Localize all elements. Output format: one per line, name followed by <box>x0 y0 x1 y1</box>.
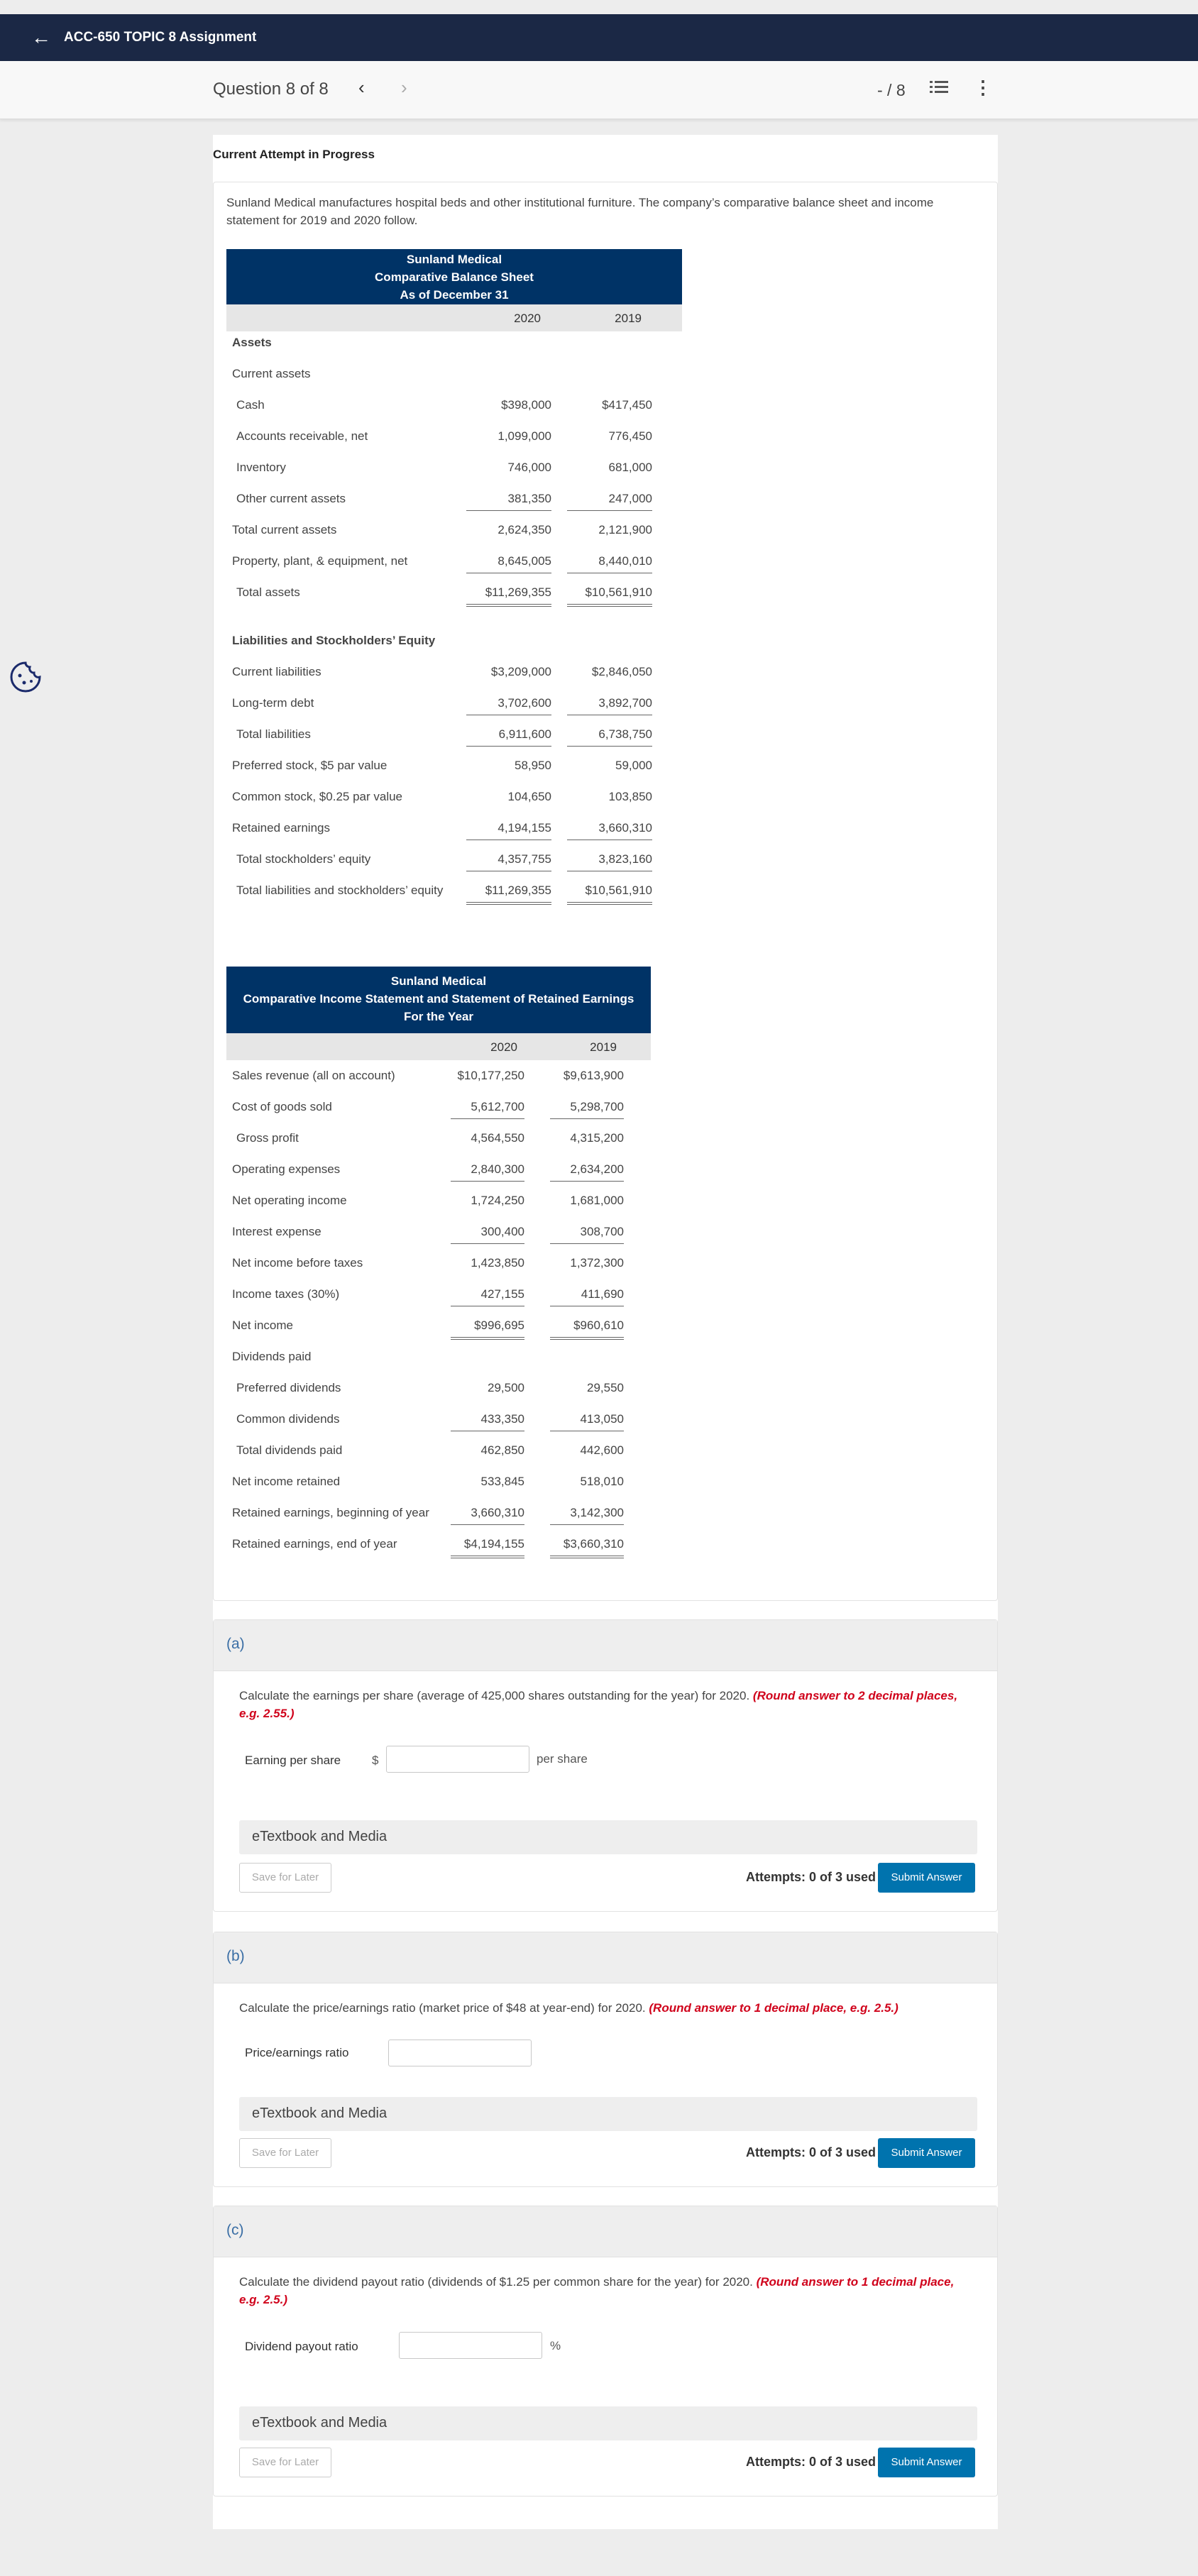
income-statement-row-label: Dividends paid <box>232 1350 312 1363</box>
balance-sheet-row-value-2020: $11,269,355 <box>466 585 551 607</box>
top-bar <box>0 14 1198 61</box>
income-statement-row-value-2020: 3,660,310 <box>451 1506 524 1525</box>
income-statement-row-value-2019: 442,600 <box>580 1443 624 1457</box>
income-statement-row-label: Total dividends paid <box>236 1443 343 1457</box>
income-statement-title: Comparative Income Statement and Statement of Retained Earnings <box>243 992 634 1006</box>
part-c-rounding-note: (Round answer to 1 decimal place, e.g. 2.5.) <box>239 2275 955 2306</box>
balance-sheet-row-value-2020: $398,000 <box>501 398 551 412</box>
balance-sheet-row-label: Assets <box>232 336 272 349</box>
balance-sheet-row-value-2020: $11,269,355 <box>466 884 551 905</box>
part-c-header <box>214 2206 997 2257</box>
balance-sheet-row <box>226 781 682 813</box>
part-b-label: (b) <box>226 1948 245 1964</box>
balance-sheet-row-value-2019: 776,450 <box>608 429 652 443</box>
balance-sheet-row <box>226 327 682 358</box>
part-b-header <box>214 1932 997 1983</box>
balance-sheet-row-label: Total current assets <box>232 523 337 536</box>
balance-sheet-row-value-2019: $2,846,050 <box>591 665 652 678</box>
balance-sheet-row-value-2019: 59,000 <box>615 759 652 772</box>
save-for-later-button-b[interactable]: Save for Later <box>239 2138 331 2168</box>
balance-sheet-row-label: Current assets <box>232 367 311 380</box>
income-statement-row-label: Common dividends <box>236 1412 340 1426</box>
price-earnings-ratio-label: Price/earnings ratio <box>245 2046 349 2059</box>
part-a-header <box>214 1620 997 1671</box>
balance-sheet-row-value-2019: 103,850 <box>608 790 652 803</box>
income-statement-row-value-2020: 427,155 <box>451 1287 524 1306</box>
part-a-prompt <box>239 1687 977 1722</box>
balance-col-2019: 2019 <box>615 312 642 325</box>
income-statement-row-value-2020: 533,845 <box>480 1475 524 1488</box>
balance-sheet-row-value-2019: 8,440,010 <box>567 554 652 573</box>
balance-sheet-row-value-2020: 58,950 <box>515 759 551 772</box>
income-statement-row-value-2019: 3,142,300 <box>550 1506 624 1525</box>
income-statement-row-value-2019: $9,613,900 <box>563 1069 624 1082</box>
income-statement-row-value-2020: $996,695 <box>451 1319 524 1340</box>
balance-sheet-header <box>226 249 682 304</box>
balance-sheet-date: As of December 31 <box>400 288 509 302</box>
balance-sheet-row-label: Total stockholders’ equity <box>236 852 371 866</box>
income-statement-row-value-2020: 1,724,250 <box>471 1194 524 1207</box>
part-a-label: (a) <box>226 1636 245 1652</box>
income-statement-row-label: Net income before taxes <box>232 1256 363 1270</box>
balance-sheet-row <box>226 514 682 546</box>
income-statement-row <box>226 1466 651 1497</box>
income-statement-row-label: Preferred dividends <box>236 1381 341 1394</box>
part-b-card <box>213 1932 998 2187</box>
income-statement-row-label: Interest expense <box>232 1225 322 1238</box>
income-statement-row <box>226 1123 651 1154</box>
income-statement-row-value-2019: 1,372,300 <box>570 1256 624 1270</box>
income-statement-row-label: Retained earnings, beginning of year <box>232 1506 429 1519</box>
price-earnings-ratio-input[interactable] <box>388 2040 532 2066</box>
next-question-button[interactable]: › <box>401 77 407 98</box>
balance-sheet-row <box>226 844 682 875</box>
balance-sheet-row-value-2019: 3,823,160 <box>567 852 652 871</box>
submit-answer-button-b[interactable]: Submit Answer <box>878 2138 975 2168</box>
income-statement-row-value-2020: 4,564,550 <box>471 1131 524 1145</box>
income-col-2019: 2019 <box>590 1040 617 1054</box>
income-statement-row-value-2020: 1,423,850 <box>471 1256 524 1270</box>
balance-sheet-row-value-2020: 104,650 <box>507 790 551 803</box>
part-a-prompt-text: Calculate the earnings per share (average of 425,000 shares outstanding for the year) for 2020. <box>239 1689 750 1702</box>
income-statement-row-label: Net operating income <box>232 1194 347 1207</box>
attempts-counter-c: Attempts: 0 of 3 used <box>746 2455 876 2469</box>
income-statement-row-label: Income taxes (30%) <box>232 1287 340 1301</box>
attempts-counter-a: Attempts: 0 of 3 used <box>746 1870 876 1884</box>
income-statement-row-label: Sales revenue (all on account) <box>232 1069 395 1082</box>
part-a-rounding-note: (Round answer to 2 decimal places, e.g. 2.55.) <box>239 1689 958 1720</box>
income-statement-row <box>226 1341 651 1372</box>
balance-sheet-row <box>226 483 682 514</box>
more-options-icon[interactable]: ⋮ <box>974 77 992 98</box>
balance-sheet-row <box>226 421 682 452</box>
balance-sheet-row <box>226 452 682 483</box>
balance-sheet-row-label: Accounts receivable, net <box>236 429 368 443</box>
balance-sheet-row-value-2020: 2,624,350 <box>498 523 551 536</box>
part-b-prompt <box>239 1999 977 2017</box>
part-c-label: (c) <box>226 2222 244 2238</box>
income-statement-row <box>226 1404 651 1435</box>
balance-sheet-row <box>226 390 682 421</box>
save-for-later-button-c[interactable]: Save for Later <box>239 2448 331 2477</box>
income-statement-row <box>226 1060 651 1091</box>
balance-col-2020: 2020 <box>514 312 541 325</box>
income-statement-row <box>226 1529 651 1560</box>
balance-sheet-title: Comparative Balance Sheet <box>375 270 534 284</box>
income-statement-row-value-2020: 300,400 <box>451 1225 524 1244</box>
earnings-per-share-input[interactable] <box>386 1746 529 1773</box>
balance-sheet-row-value-2020: 3,702,600 <box>466 696 551 715</box>
assignment-title: ACC-650 TOPIC 8 Assignment <box>64 30 257 45</box>
balance-sheet-row-label: Total assets <box>236 585 300 599</box>
submit-answer-button-c[interactable]: Submit Answer <box>878 2448 975 2477</box>
etextbook-and-media-b[interactable]: eTextbook and Media <box>239 2097 977 2131</box>
part-b-rounding-note: (Round answer to 1 decimal place, e.g. 2.5.) <box>649 2001 898 2015</box>
balance-sheet-row-label: Liabilities and Stockholders’ Equity <box>232 634 436 647</box>
income-statement-row-value-2019: $960,610 <box>550 1319 624 1340</box>
income-statement-row-value-2020: 2,840,300 <box>451 1162 524 1182</box>
balance-sheet-company: Sunland Medical <box>406 253 502 266</box>
attempt-status: Current Attempt in Progress <box>213 148 375 161</box>
balance-sheet-row-label: Property, plant, & equipment, net <box>232 554 408 568</box>
income-statement-row <box>226 1154 651 1185</box>
income-statement-row-value-2019: 308,700 <box>550 1225 624 1244</box>
income-statement-row-label: Gross profit <box>236 1131 299 1145</box>
income-statement-row-value-2019: 411,690 <box>550 1287 624 1306</box>
arrow-left-icon[interactable]: ← <box>31 26 51 48</box>
submit-answer-button-a[interactable]: Submit Answer <box>878 1863 975 1893</box>
list-icon[interactable] <box>930 78 948 97</box>
balance-sheet-row-value-2019: 3,660,310 <box>567 821 652 840</box>
income-statement-row-value-2019: 2,634,200 <box>550 1162 624 1182</box>
question-page <box>213 135 998 2529</box>
income-statement-row-label: Net income <box>232 1319 293 1332</box>
income-statement-row-value-2020: $10,177,250 <box>457 1069 524 1082</box>
balance-sheet-row-label: Total liabilities <box>236 727 311 741</box>
income-statement-row-value-2020: 462,850 <box>480 1443 524 1457</box>
balance-sheet-row-value-2019: 6,738,750 <box>567 727 652 747</box>
income-statement-company: Sunland Medical <box>390 974 487 988</box>
balance-sheet-row-label: Total liabilities and stockholders’ equity <box>236 884 444 897</box>
income-statement-row <box>226 1248 651 1279</box>
per-share-suffix: per share <box>537 1752 588 1766</box>
income-statement-row-label: Operating expenses <box>232 1162 341 1176</box>
balance-sheet-row-value-2019: 2,121,900 <box>598 523 652 536</box>
balance-sheet-row <box>226 875 682 906</box>
income-statement-row-value-2019: 413,050 <box>550 1412 624 1431</box>
balance-sheet-row-label: Common stock, $0.25 par value <box>232 790 403 803</box>
balance-sheet-row-value-2020: 4,194,155 <box>466 821 551 840</box>
balance-sheet-row-label: Other current assets <box>236 492 346 505</box>
dividend-payout-ratio-label: Dividend payout ratio <box>245 2340 358 2353</box>
income-statement-row-value-2020: $4,194,155 <box>451 1537 524 1558</box>
income-statement-row-label: Retained earnings, end of year <box>232 1537 397 1551</box>
question-nav-bar <box>0 61 1198 119</box>
etextbook-and-media-a[interactable]: eTextbook and Media <box>239 1820 977 1854</box>
income-statement-row-value-2019: $3,660,310 <box>550 1537 624 1558</box>
income-statement-row-value-2019: 29,550 <box>587 1381 624 1394</box>
income-statement-row <box>226 1310 651 1341</box>
income-statement-row-value-2019: 518,010 <box>580 1475 624 1488</box>
balance-sheet-row-label: Inventory <box>236 461 286 474</box>
part-c-prompt <box>239 2273 977 2308</box>
balance-sheet-row <box>226 688 682 719</box>
income-statement-row-value-2019: 5,298,700 <box>550 1100 624 1119</box>
income-statement-row-value-2020: 433,350 <box>451 1412 524 1431</box>
dividend-payout-ratio-input[interactable] <box>399 2332 542 2359</box>
part-b-prompt-text: Calculate the price/earnings ratio (market price of $48 at year-end) for 2020. <box>239 2001 646 2015</box>
balance-sheet-row-value-2019: $417,450 <box>602 398 652 412</box>
income-statement-header <box>226 967 651 1033</box>
balance-sheet-row-value-2020: $3,209,000 <box>490 665 551 678</box>
balance-sheet-row-value-2020: 4,357,755 <box>466 852 551 871</box>
save-for-later-button-a[interactable]: Save for Later <box>239 1863 331 1893</box>
balance-sheet-row-value-2020: 1,099,000 <box>498 429 551 443</box>
etextbook-and-media-c[interactable]: eTextbook and Media <box>239 2406 977 2440</box>
income-statement-row <box>226 1279 651 1310</box>
balance-sheet-row-value-2019: $10,561,910 <box>567 884 652 905</box>
income-statement-row <box>226 1435 651 1466</box>
question-counter: Question 8 of 8 <box>213 79 329 99</box>
income-statement-row-value-2019: 1,681,000 <box>570 1194 624 1207</box>
balance-sheet-row-value-2020: 746,000 <box>507 461 551 474</box>
previous-question-button[interactable]: ‹ <box>358 77 365 98</box>
cookie-icon[interactable] <box>9 660 43 694</box>
income-statement-row <box>226 1216 651 1248</box>
question-intro: Sunland Medical manufactures hospital beds and other institutional furniture. The company’s comparative balance sheet and income statement for 2019 and 2020 follow. <box>226 196 934 227</box>
income-col-2020: 2020 <box>490 1040 517 1054</box>
balance-sheet-row-label: Retained earnings <box>232 821 330 835</box>
balance-sheet-row <box>226 577 682 608</box>
balance-sheet-row <box>226 546 682 577</box>
attempts-counter-b: Attempts: 0 of 3 used <box>746 2145 876 2159</box>
dollar-prefix: $ <box>372 1754 379 1767</box>
score-display: - / 8 <box>877 81 906 99</box>
balance-sheet-row-value-2019: $10,561,910 <box>567 585 652 607</box>
balance-sheet-row <box>226 813 682 844</box>
part-a-card <box>213 1619 998 1912</box>
income-statement-row-label: Net income retained <box>232 1475 341 1488</box>
balance-sheet-row-value-2020: 8,645,005 <box>466 554 551 573</box>
balance-sheet-row-value-2019: 681,000 <box>608 461 652 474</box>
earnings-per-share-label: Earning per share <box>245 1754 341 1767</box>
balance-sheet-row-value-2019: 247,000 <box>567 492 652 511</box>
balance-sheet-row-label: Long-term debt <box>232 696 314 710</box>
part-c-prompt-text: Calculate the dividend payout ratio (dividends of $1.25 per common share for the year) for 2020. <box>239 2275 753 2289</box>
balance-sheet-row-label: Current liabilities <box>232 665 322 678</box>
balance-sheet-row-value-2019: 3,892,700 <box>567 696 652 715</box>
balance-sheet-row <box>226 358 682 390</box>
income-statement-row <box>226 1497 651 1529</box>
income-statement-row-value-2019: 4,315,200 <box>570 1131 624 1145</box>
income-statement-period: For the Year <box>404 1010 473 1023</box>
income-statement-row <box>226 1185 651 1216</box>
income-statement-row <box>226 1091 651 1123</box>
balance-sheet-row-value-2020: 6,911,600 <box>466 727 551 747</box>
balance-sheet-row <box>226 625 682 656</box>
balance-sheet-row <box>226 719 682 750</box>
balance-sheet-row-value-2020: 381,350 <box>466 492 551 511</box>
part-c-card <box>213 2206 998 2497</box>
balance-sheet-row-label: Preferred stock, $5 par value <box>232 759 388 772</box>
income-statement-row <box>226 1372 651 1404</box>
balance-sheet-row <box>226 656 682 688</box>
income-statement-row-value-2020: 5,612,700 <box>451 1100 524 1119</box>
question-card <box>213 182 998 1601</box>
balance-sheet-row-label: Cash <box>236 398 265 412</box>
income-statement-row-label: Cost of goods sold <box>232 1100 332 1113</box>
percent-suffix: % <box>550 2339 561 2352</box>
balance-sheet-row <box>226 750 682 781</box>
income-statement-row-value-2020: 29,500 <box>488 1381 524 1394</box>
income-statement-column-header <box>226 1033 651 1060</box>
